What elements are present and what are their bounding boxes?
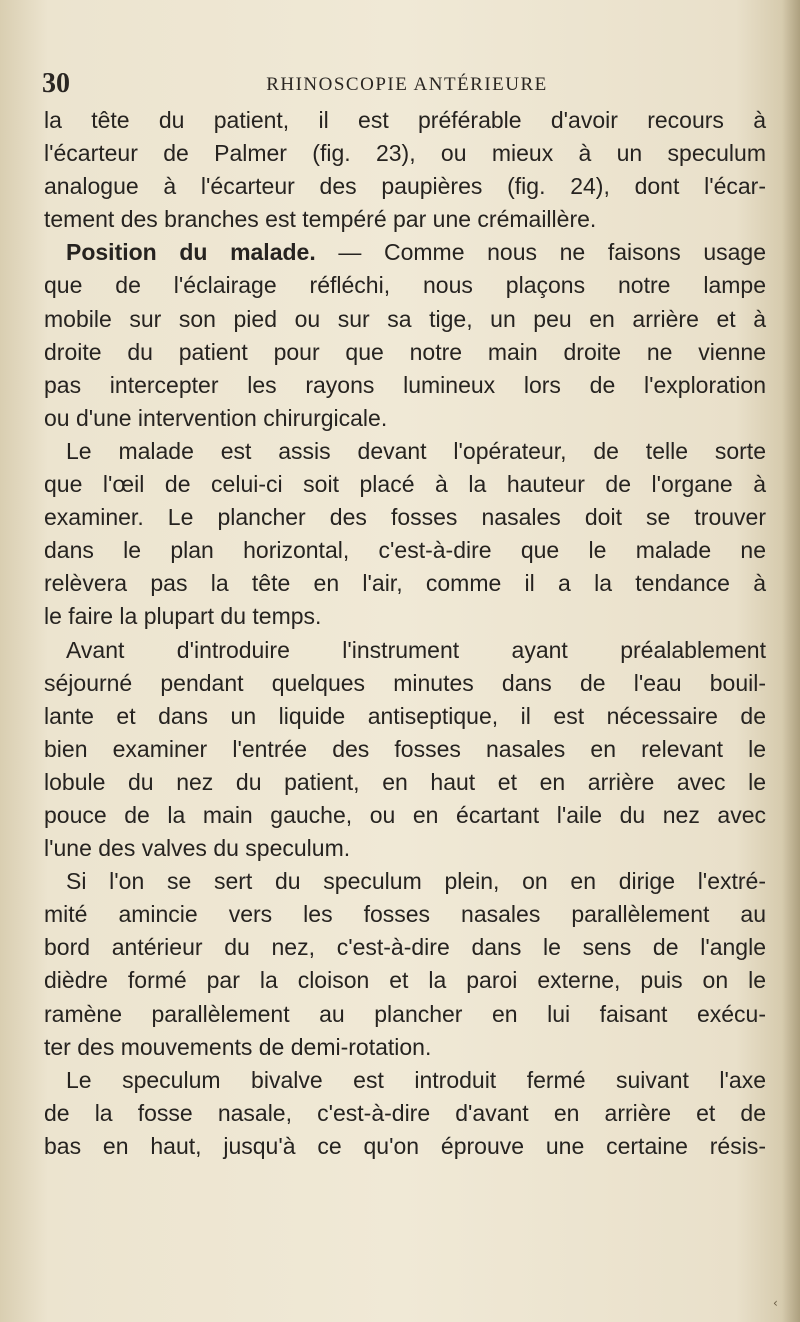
running-head: RHINOSCOPIE ANTÉRIEURE (266, 74, 548, 95)
text-line: mité amincie vers les fosses nasales parallèlement au (44, 901, 766, 928)
text-line: droite du patient pour que notre main droite ne vienne (44, 338, 766, 365)
text-line: Si l'on se sert du speculum plein, on en dirige l'extré- (66, 868, 766, 895)
text-line: analogue à l'écarteur des paupières (fig. 24), dont l'écar- (44, 173, 766, 200)
body-text (44, 104, 766, 1163)
text-line: le faire la plupart du temps. (44, 603, 322, 630)
heading-dash: — (315, 239, 384, 266)
text-line: dièdre formé par la cloison et la paroi externe, puis on le (44, 967, 766, 994)
text-line: bas en haut, jusqu'à ce qu'on éprouve une certaine résis- (44, 1132, 766, 1159)
text-line: ter des mouvements de demi-rotation. (44, 1033, 432, 1060)
text-line: séjourné pendant quelques minutes dans de l'eau bouil- (44, 669, 766, 696)
text-line: lobule du nez du patient, en haut et en arrière avec le (44, 768, 766, 795)
text-line: que de l'éclairage réfléchi, nous plaçons notre lampe (44, 272, 766, 299)
text-line: la tête du patient, il est préférable d'avoir recours à (44, 107, 766, 133)
page-edge-shadow (782, 0, 800, 1322)
page-number: 30 (42, 68, 70, 99)
text-line: lante et dans un liquide antiseptique, il est nécessaire de (44, 702, 766, 729)
text-line: relèvera pas la tête en l'air, comme il a la tendance à (44, 570, 766, 597)
text-line: que l'œil de celui-ci soit placé à la hauteur de l'organe à (44, 471, 766, 498)
text-line: Comme nous ne faisons usage (383, 239, 766, 266)
text-line: ou d'une intervention chirurgicale. (44, 404, 388, 431)
text-line: pas intercepter les rayons lumineux lors de l'exploration (44, 371, 766, 398)
text-line: tement des branches est tempéré par une crémaillère. (44, 206, 597, 233)
text-line: bord antérieur du nez, c'est-à-dire dans le sens de l'angle (44, 934, 766, 961)
text-line: l'une des valves du speculum. (44, 835, 351, 862)
page-header (42, 62, 772, 102)
text-line: Le speculum bivalve est introduit fermé suivant l'axe (66, 1066, 766, 1093)
section-heading: Position du malade. (66, 239, 316, 266)
text-line: mobile sur son pied ou sur sa tige, un peu en arrière et à (44, 305, 766, 332)
section-heading-line (44, 236, 766, 269)
text-line: Le malade est assis devant l'opérateur, de telle sorte (66, 437, 766, 464)
text-line: dans le plan horizontal, c'est-à-dire que le malade ne (44, 537, 766, 564)
text-line: l'écarteur de Palmer (fig. 23), ou mieux à un speculum (44, 140, 766, 167)
stray-mark: ‹ (773, 1296, 778, 1310)
text-line: bien examiner l'entrée des fosses nasales en relevant le (44, 735, 766, 762)
text-line: pouce de la main gauche, ou en écartant l'aile du nez avec (44, 801, 766, 828)
text-line: ramène parallèlement au plancher en lui faisant exécu- (44, 1000, 766, 1027)
text-line: Avant d'introduire l'instrument ayant préalablement (66, 636, 766, 663)
text-line: de la fosse nasale, c'est-à-dire d'avant en arrière et de (44, 1099, 766, 1126)
text-line: examiner. Le plancher des fosses nasales doit se trouver (44, 504, 766, 531)
